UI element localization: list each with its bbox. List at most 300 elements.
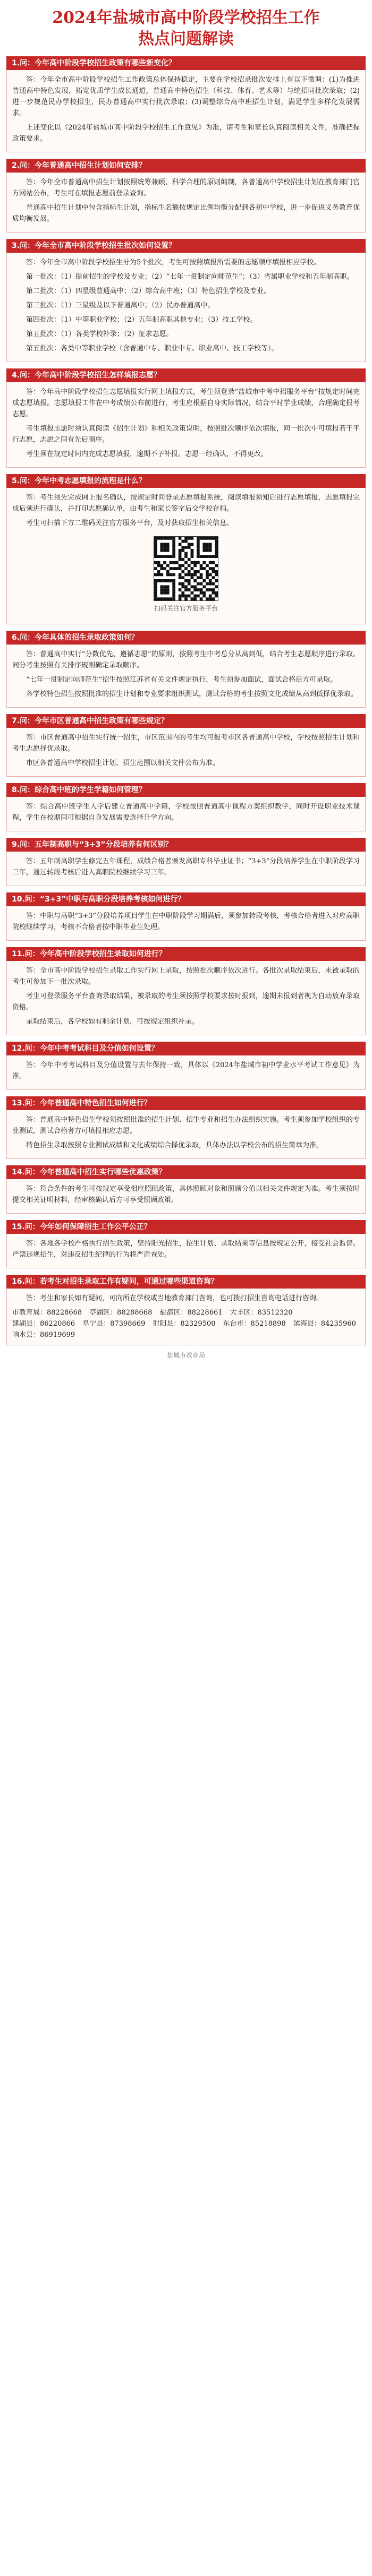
qr-module (172, 552, 175, 555)
qr-module (160, 573, 163, 577)
qr-module (181, 546, 184, 549)
qr-module (206, 576, 209, 579)
qr-module (215, 555, 218, 558)
qr-module (163, 588, 166, 591)
qr-module (188, 570, 191, 573)
answer-paragraph: 答：综合高中班学生入学后建立普通高中学籍，学校按照普通高中课程方案组织教学，同时开设职业技术课程，学生在校期间可根据自身发展需要选择升学方向。 (12, 803, 360, 822)
qr-module (170, 537, 173, 540)
qr-module (188, 537, 191, 540)
qr-module (197, 552, 200, 555)
qr-module (188, 546, 191, 549)
contact-phone[interactable]: 市教育局：88228668 (12, 1309, 82, 1317)
title-line-1: 2024年盐城市高中阶段学校招生工作 (52, 8, 320, 27)
qr-module (166, 543, 170, 546)
answer-paragraph: 考生可登录服务平台查询录取结果，被录取的考生须按照学校要求按时报到，逾期未报到者视为自动放弃录取资格。 (12, 992, 360, 1011)
qr-module (197, 595, 200, 598)
qr-module (209, 546, 212, 549)
qr-module (188, 595, 191, 598)
section-body (6, 173, 366, 233)
qr-module (197, 543, 200, 546)
answer-paragraph: 各学校特色招生按照批准的招生计划和专业要求组织测试，测试合格的考生按照文化成绩从高到低择优录取。 (26, 690, 358, 698)
qr-module (193, 561, 197, 564)
qr-module (191, 576, 194, 579)
qr-module (163, 579, 166, 582)
qr-module (191, 567, 194, 570)
qr-module (170, 561, 173, 564)
qr-module (166, 588, 170, 591)
qr-module (188, 579, 191, 582)
qr-module (160, 579, 163, 582)
qr-module (209, 595, 212, 598)
qr-module (200, 597, 203, 600)
qr-module (212, 597, 215, 600)
qr-module (166, 570, 170, 573)
qr-module (191, 555, 194, 558)
qr-module (209, 549, 212, 552)
qr-module (200, 537, 203, 540)
qr-module (209, 588, 212, 591)
qr-module (212, 561, 215, 564)
qr-module (160, 591, 163, 595)
qr-module (154, 543, 157, 546)
qr-module (154, 588, 157, 591)
qr-module (193, 597, 197, 600)
qr-module (172, 555, 175, 558)
qr-module (191, 537, 194, 540)
qr-block (12, 532, 360, 620)
qr-module (215, 585, 218, 588)
answer-paragraph: “七年一贯制定向师范生”招生按照江苏省有关文件规定执行，考生须参加面试，面试合格后方可录取。 (26, 676, 337, 684)
qr-module (181, 564, 184, 567)
qr-module (179, 558, 182, 561)
qr-module (175, 561, 179, 564)
qr-module (193, 573, 197, 577)
qr-module (215, 564, 218, 567)
qr-module (184, 561, 188, 564)
qr-module (202, 561, 206, 564)
qr-module (212, 570, 215, 573)
qr-module (202, 579, 206, 582)
qr-module (179, 576, 182, 579)
qr-module (157, 537, 160, 540)
qr-module (154, 552, 157, 555)
qr-module (206, 582, 209, 586)
qr-module (212, 555, 215, 558)
qr-module (157, 573, 160, 577)
qr-module (157, 579, 160, 582)
section-heading: 14.问：今年普通高中招生实行哪些优惠政策？ (6, 1165, 366, 1179)
qr-module (206, 543, 209, 546)
qr-module (212, 591, 215, 595)
section-heading: 8.问：综合高中班的学生学籍如何管理？ (6, 783, 366, 797)
qr-module (179, 564, 182, 567)
contact-phone[interactable]: 响水县：86919699 (12, 1331, 75, 1339)
qr-module (154, 546, 157, 549)
contact-phone[interactable]: 阜宁县：87398669 (82, 1320, 146, 1328)
qr-module (163, 555, 166, 558)
qr-module (212, 582, 215, 586)
qr-module (200, 588, 203, 591)
qr-module (181, 585, 184, 588)
qr-module (154, 561, 157, 564)
qa-section (6, 631, 366, 708)
qr-module (184, 595, 188, 598)
qr-module (184, 552, 188, 555)
qa-section (6, 714, 366, 777)
qr-module (188, 573, 191, 577)
qr-module (184, 597, 188, 600)
qr-module (209, 579, 212, 582)
qr-module (172, 595, 175, 598)
qr-module (188, 582, 191, 586)
qr-module (209, 561, 212, 564)
qr-module (172, 546, 175, 549)
qr-module (200, 555, 203, 558)
contact-phone[interactable]: 大丰区：83512320 (230, 1309, 293, 1317)
qa-section (6, 783, 366, 831)
qr-module (154, 597, 157, 600)
qr-module (157, 570, 160, 573)
qr-module (181, 595, 184, 598)
qr-module (212, 537, 215, 540)
answer-paragraph: 第二批次：（1）四星级普通高中；（2）综合高中班；（3）特色招生学校及专业。 (26, 287, 271, 295)
qr-module (160, 564, 163, 567)
qr-module (188, 588, 191, 591)
answer-paragraph: 答：全市高中阶段学校招生录取工作实行网上录取，按照批次顺序依次进行。各批次录取结束后，未被录取的考生可参加下一批次录取。 (12, 967, 360, 986)
qr-module (163, 597, 166, 600)
qr-module (170, 573, 173, 577)
qr-module (154, 573, 157, 577)
answer-paragraph: 录取结束后，各学校如有剩余计划，可按规定组织补录。 (26, 1018, 199, 1026)
qr-module (160, 543, 163, 546)
qr-module (206, 573, 209, 577)
qr-module (209, 537, 212, 540)
qa-section (6, 1096, 366, 1159)
title-line-2: 热点问题解读 (138, 30, 234, 48)
qr-module (170, 555, 173, 558)
answer-paragraph: 第五批次：（1）各类学校补录；（2）征求志愿。 (26, 330, 173, 338)
qr-module (181, 540, 184, 543)
section-body (6, 1110, 366, 1159)
qr-module (172, 561, 175, 564)
answer-paragraph: 普通高中招生计划中包含指标生计划，指标生名额按规定比例均衡分配到各初中学校，进一步促进义务教育优质均衡发展。 (12, 204, 360, 223)
qr-module (215, 591, 218, 595)
qr-module (157, 597, 160, 600)
qr-module (193, 595, 197, 598)
qr-module (202, 549, 206, 552)
qr-module (184, 585, 188, 588)
qr-module (172, 567, 175, 570)
qr-module (209, 597, 212, 600)
qr-module (188, 558, 191, 561)
qr-module (206, 537, 209, 540)
answer-paragraph: 特色招生录取按照专业测试成绩和文化成绩综合择优录取，具体办法以学校公布的招生简章为准。 (26, 1141, 324, 1149)
qr-module (200, 564, 203, 567)
qr-module (157, 561, 160, 564)
qr-module (184, 546, 188, 549)
qr-module (166, 537, 170, 540)
qr-module (200, 582, 203, 586)
qr-module (175, 567, 179, 570)
qr-caption: 扫码关注官方服务平台 (154, 605, 218, 612)
qr-module (163, 549, 166, 552)
qr-module (154, 549, 157, 552)
qr-module (160, 546, 163, 549)
qr-module (193, 588, 197, 591)
qr-module (179, 595, 182, 598)
qa-section (6, 159, 366, 233)
qr-module (181, 558, 184, 561)
contact-phone[interactable]: 滨海县：84235960 (293, 1320, 356, 1328)
section-heading: 15.问：今年如何保障招生工作公平公正？ (6, 1220, 366, 1234)
section-heading: 13.问：今年普通高中特色招生如何进行？ (6, 1096, 366, 1110)
qr-module (154, 582, 157, 586)
qr-module (197, 561, 200, 564)
qr-module (166, 564, 170, 567)
qr-module (197, 549, 200, 552)
section-body (6, 382, 366, 468)
qr-module (163, 591, 166, 595)
section-heading: 16.问：若考生对招生录取工作有疑问，可通过哪些渠道咨询？ (6, 1275, 366, 1289)
qr-module (172, 585, 175, 588)
qr-module (197, 570, 200, 573)
qr-module (202, 546, 206, 549)
section-body (6, 961, 366, 1035)
page-title (6, 0, 366, 50)
qr-module (215, 549, 218, 552)
qr-module (212, 588, 215, 591)
contact-list (12, 1307, 360, 1341)
qr-module (181, 591, 184, 595)
section-heading: 2.问：今年普通高中招生计划如何安排？ (6, 159, 366, 173)
qr-module (197, 576, 200, 579)
qa-section (6, 1275, 366, 1345)
qr-module (181, 576, 184, 579)
qr-module (160, 549, 163, 552)
section-body (6, 70, 366, 152)
answer-paragraph: 答：考生和家长如有疑问，可向所在学校或当地教育部门咨询，也可拨打招生咨询电话进行咨询。 (26, 1294, 324, 1302)
qr-module (206, 597, 209, 600)
qr-module (197, 555, 200, 558)
qr-module (179, 537, 182, 540)
qr-module (163, 543, 166, 546)
qr-module (188, 564, 191, 567)
qr-module (191, 549, 194, 552)
section-heading: 1.问：今年高中阶段学校招生政策有哪些新变化？ (6, 56, 366, 70)
section-body (6, 1179, 366, 1214)
section-body (6, 852, 366, 886)
qr-module (202, 585, 206, 588)
section-heading: 12.问：今年中考考试科目及分值如何设置？ (6, 1042, 366, 1055)
qr-module (193, 570, 197, 573)
qr-module (166, 585, 170, 588)
answer-paragraph: 第五批次：各类中等职业学校（含普通中专、职业中专、职业高中、技工学校等）。 (26, 345, 278, 353)
qr-module (212, 567, 215, 570)
qr-module (209, 573, 212, 577)
qa-section (6, 1042, 366, 1090)
answer-paragraph: 考生可扫描下方二维码关注官方服务平台，及时获取招生相关信息。 (26, 519, 234, 527)
section-heading: 4.问：今年高中阶段学校招生怎样填报志愿？ (6, 368, 366, 382)
qr-module (172, 540, 175, 543)
qr-module (200, 576, 203, 579)
qr-module (160, 597, 163, 600)
qr-module (166, 597, 170, 600)
qr-module (184, 537, 188, 540)
qa-section (6, 56, 366, 152)
qr-module (215, 570, 218, 573)
qr-module (191, 597, 194, 600)
section-body (6, 1234, 366, 1268)
qr-module (215, 543, 218, 546)
qr-module (202, 555, 206, 558)
qr-module (163, 537, 166, 540)
qr-module (193, 585, 197, 588)
answer-paragraph: 市区各普通高中学校招生计划、招生范围以相关文件公布为准。 (26, 759, 220, 767)
section-body (6, 645, 366, 708)
answer-paragraph: 考生填报志愿时须认真阅读《招生计划》和相关政策说明，按照批次顺序依次填报，同一批次中可填报若干平行志愿，志愿之间有先后顺序。 (12, 425, 360, 444)
qr-module (163, 585, 166, 588)
qr-module (184, 579, 188, 582)
qa-section (6, 1220, 366, 1268)
answer-paragraph: 第四批次：（1）中等职业学校；（2）五年制高职其他专业；（3）技工学校。 (26, 316, 257, 324)
qr-module (179, 573, 182, 577)
qr-module (172, 597, 175, 600)
qr-module (170, 597, 173, 600)
section-heading: 5.问：今年中考志愿填报的流程是什么？ (6, 474, 366, 488)
qr-module (215, 537, 218, 540)
qa-section (6, 239, 366, 362)
answer-paragraph: 答：考生须先完成网上报名确认，按规定时间登录志愿填报系统，阅读填报须知后进行志愿填报，志愿填报完成后须进行确认，并打印志愿确认单，由考生和家长签字后交学校存档。 (12, 494, 360, 513)
qr-module (154, 537, 157, 540)
qr-module (172, 591, 175, 595)
qr-module (191, 552, 194, 555)
section-heading: 9.问：五年制高职与“3+3”分段培养有何区别？ (6, 838, 366, 852)
answer-paragraph: 答：市区普通高中招生实行统一招生，市区范围内的考生均可报考市区各普通高中学校，学校按照招生计划和考生志愿择优录取。 (12, 734, 360, 753)
qr-module (154, 555, 157, 558)
qr-module (209, 555, 212, 558)
qr-module (206, 564, 209, 567)
qr-module (215, 546, 218, 549)
qr-module (172, 543, 175, 546)
contact-phone[interactable]: 盐都区：88228661 (159, 1309, 223, 1317)
qr-module (209, 582, 212, 586)
qr-module (170, 579, 173, 582)
qr-module (181, 549, 184, 552)
qr-code-icon[interactable] (154, 536, 218, 601)
qa-section (6, 947, 366, 1035)
answer-paragraph: 考生须在规定时间内完成志愿填报，逾期不予补报。志愿一经确认，不得更改。 (26, 450, 268, 458)
qr-module (160, 585, 163, 588)
qa-section (6, 1165, 366, 1214)
qr-module (166, 549, 170, 552)
qr-module (179, 582, 182, 586)
section-body (6, 728, 366, 777)
qr-module (179, 567, 182, 570)
qr-module (160, 588, 163, 591)
contact-phone[interactable]: 建湖县：86220866 (12, 1320, 75, 1328)
qr-module (191, 561, 194, 564)
qr-module (200, 567, 203, 570)
qr-module (202, 543, 206, 546)
qr-module (215, 595, 218, 598)
footer-note: 盐城市教育局 (166, 1352, 205, 1359)
qa-section (6, 368, 366, 468)
answer-paragraph: 答：今年高中阶段学校招生志愿填报实行网上填报方式，考生须登录“盐城市中考中招服务平台”按规定时间完成志愿填报。志愿填报工作在中考成绩公布前进行，考生应根据自身实际情况，结合平时学业成绩，合理确定报考志愿。 (12, 388, 360, 418)
qr-module (181, 570, 184, 573)
qr-module (191, 543, 194, 546)
qr-module (154, 591, 157, 595)
qr-module (184, 588, 188, 591)
qr-module (166, 591, 170, 595)
qr-module (206, 570, 209, 573)
qr-module (172, 537, 175, 540)
qr-module (184, 555, 188, 558)
section-heading: 3.问：今年全市高中阶段学校招生批次如何设置？ (6, 239, 366, 253)
qr-module (202, 537, 206, 540)
qr-module (197, 546, 200, 549)
qa-section (6, 474, 366, 624)
qr-module (215, 540, 218, 543)
qr-module (154, 540, 157, 543)
qr-module (160, 537, 163, 540)
qr-module (197, 537, 200, 540)
answer-paragraph: 答：今年全市普通高中招生计划按照统筹兼顾、科学合理的原则编制，各普通高中学校招生计划在教育部门官方网站公布，考生可在填报志愿前登录查询。 (12, 178, 360, 198)
qr-module (179, 597, 182, 600)
qr-module (154, 579, 157, 582)
qr-module (170, 567, 173, 570)
qr-module (166, 579, 170, 582)
answer-paragraph: 答：普通高中实行“分数优先、遵循志愿”的原则，按照考生中考总分从高到低，结合考生志愿顺序进行录取。同分考生按照有关排序规则确定录取顺序。 (12, 650, 360, 669)
contact-phone[interactable]: 射阳县：82329500 (153, 1320, 216, 1328)
answer-paragraph: 第三批次：（1）三星级及以下普通高中；（2）民办普通高中。 (26, 302, 215, 310)
answer-paragraph: 答：中职与高职“3+3”分段培养项目学生在中职阶段学习期满后，须参加转段考核，考核合格者进入对应高职院校继续学习，考核不合格者按中职毕业生处理。 (12, 912, 360, 931)
qr-module (181, 582, 184, 586)
qr-module (184, 567, 188, 570)
section-body (6, 253, 366, 362)
qr-module (197, 588, 200, 591)
section-body (6, 488, 366, 624)
qr-module (202, 595, 206, 598)
qr-module (157, 555, 160, 558)
contact-phone[interactable]: 亭湖区：88288668 (89, 1309, 153, 1317)
qr-module (172, 549, 175, 552)
section-body (6, 1289, 366, 1345)
answer-paragraph: 答：五年制高职学生修完五年课程，成绩合格者颁发高职专科毕业证书；“3+3”分段培养学生在中职阶段学习三年，通过转段考核后进入高职院校继续学习三年。 (12, 857, 360, 877)
sections-list (6, 56, 366, 1345)
qr-module (191, 591, 194, 595)
qr-module (209, 543, 212, 546)
qr-module (197, 540, 200, 543)
qr-module (209, 567, 212, 570)
answer-paragraph: 答：普通高中特色招生学校须按照批准的招生计划、招生专业和招生办法组织实施。考生须参加学校组织的专业测试，测试合格者方可填报相应志愿。 (12, 1116, 360, 1135)
section-heading: 10.问：“3+3”中职与高职分段培养考核如何进行？ (6, 892, 366, 906)
section-heading: 7.问：今年市区普通高中招生政策有哪些规定？ (6, 714, 366, 728)
qr-module (206, 549, 209, 552)
contact-phone[interactable]: 东台市：85218898 (223, 1320, 286, 1328)
qr-module (172, 588, 175, 591)
qr-module (172, 582, 175, 586)
qr-module (172, 579, 175, 582)
qr-module (193, 579, 197, 582)
qr-module (166, 546, 170, 549)
section-body (6, 1055, 366, 1090)
qr-module (200, 591, 203, 595)
answer-paragraph: 答：符合条件的考生可按规定享受相应照顾政策，具体照顾对象和照顾分值以相关文件规定为准。考生须按时提交相关证明材料，经审核确认后方可享受照顾政策。 (12, 1185, 360, 1204)
qr-module (154, 595, 157, 598)
answer-paragraph: 答：今年中考考试科目及分值设置与去年保持一致，具体以《2024年盐城市初中学业水平考试工作意见》为准。 (12, 1061, 360, 1080)
qr-module (184, 540, 188, 543)
qr-module (202, 567, 206, 570)
